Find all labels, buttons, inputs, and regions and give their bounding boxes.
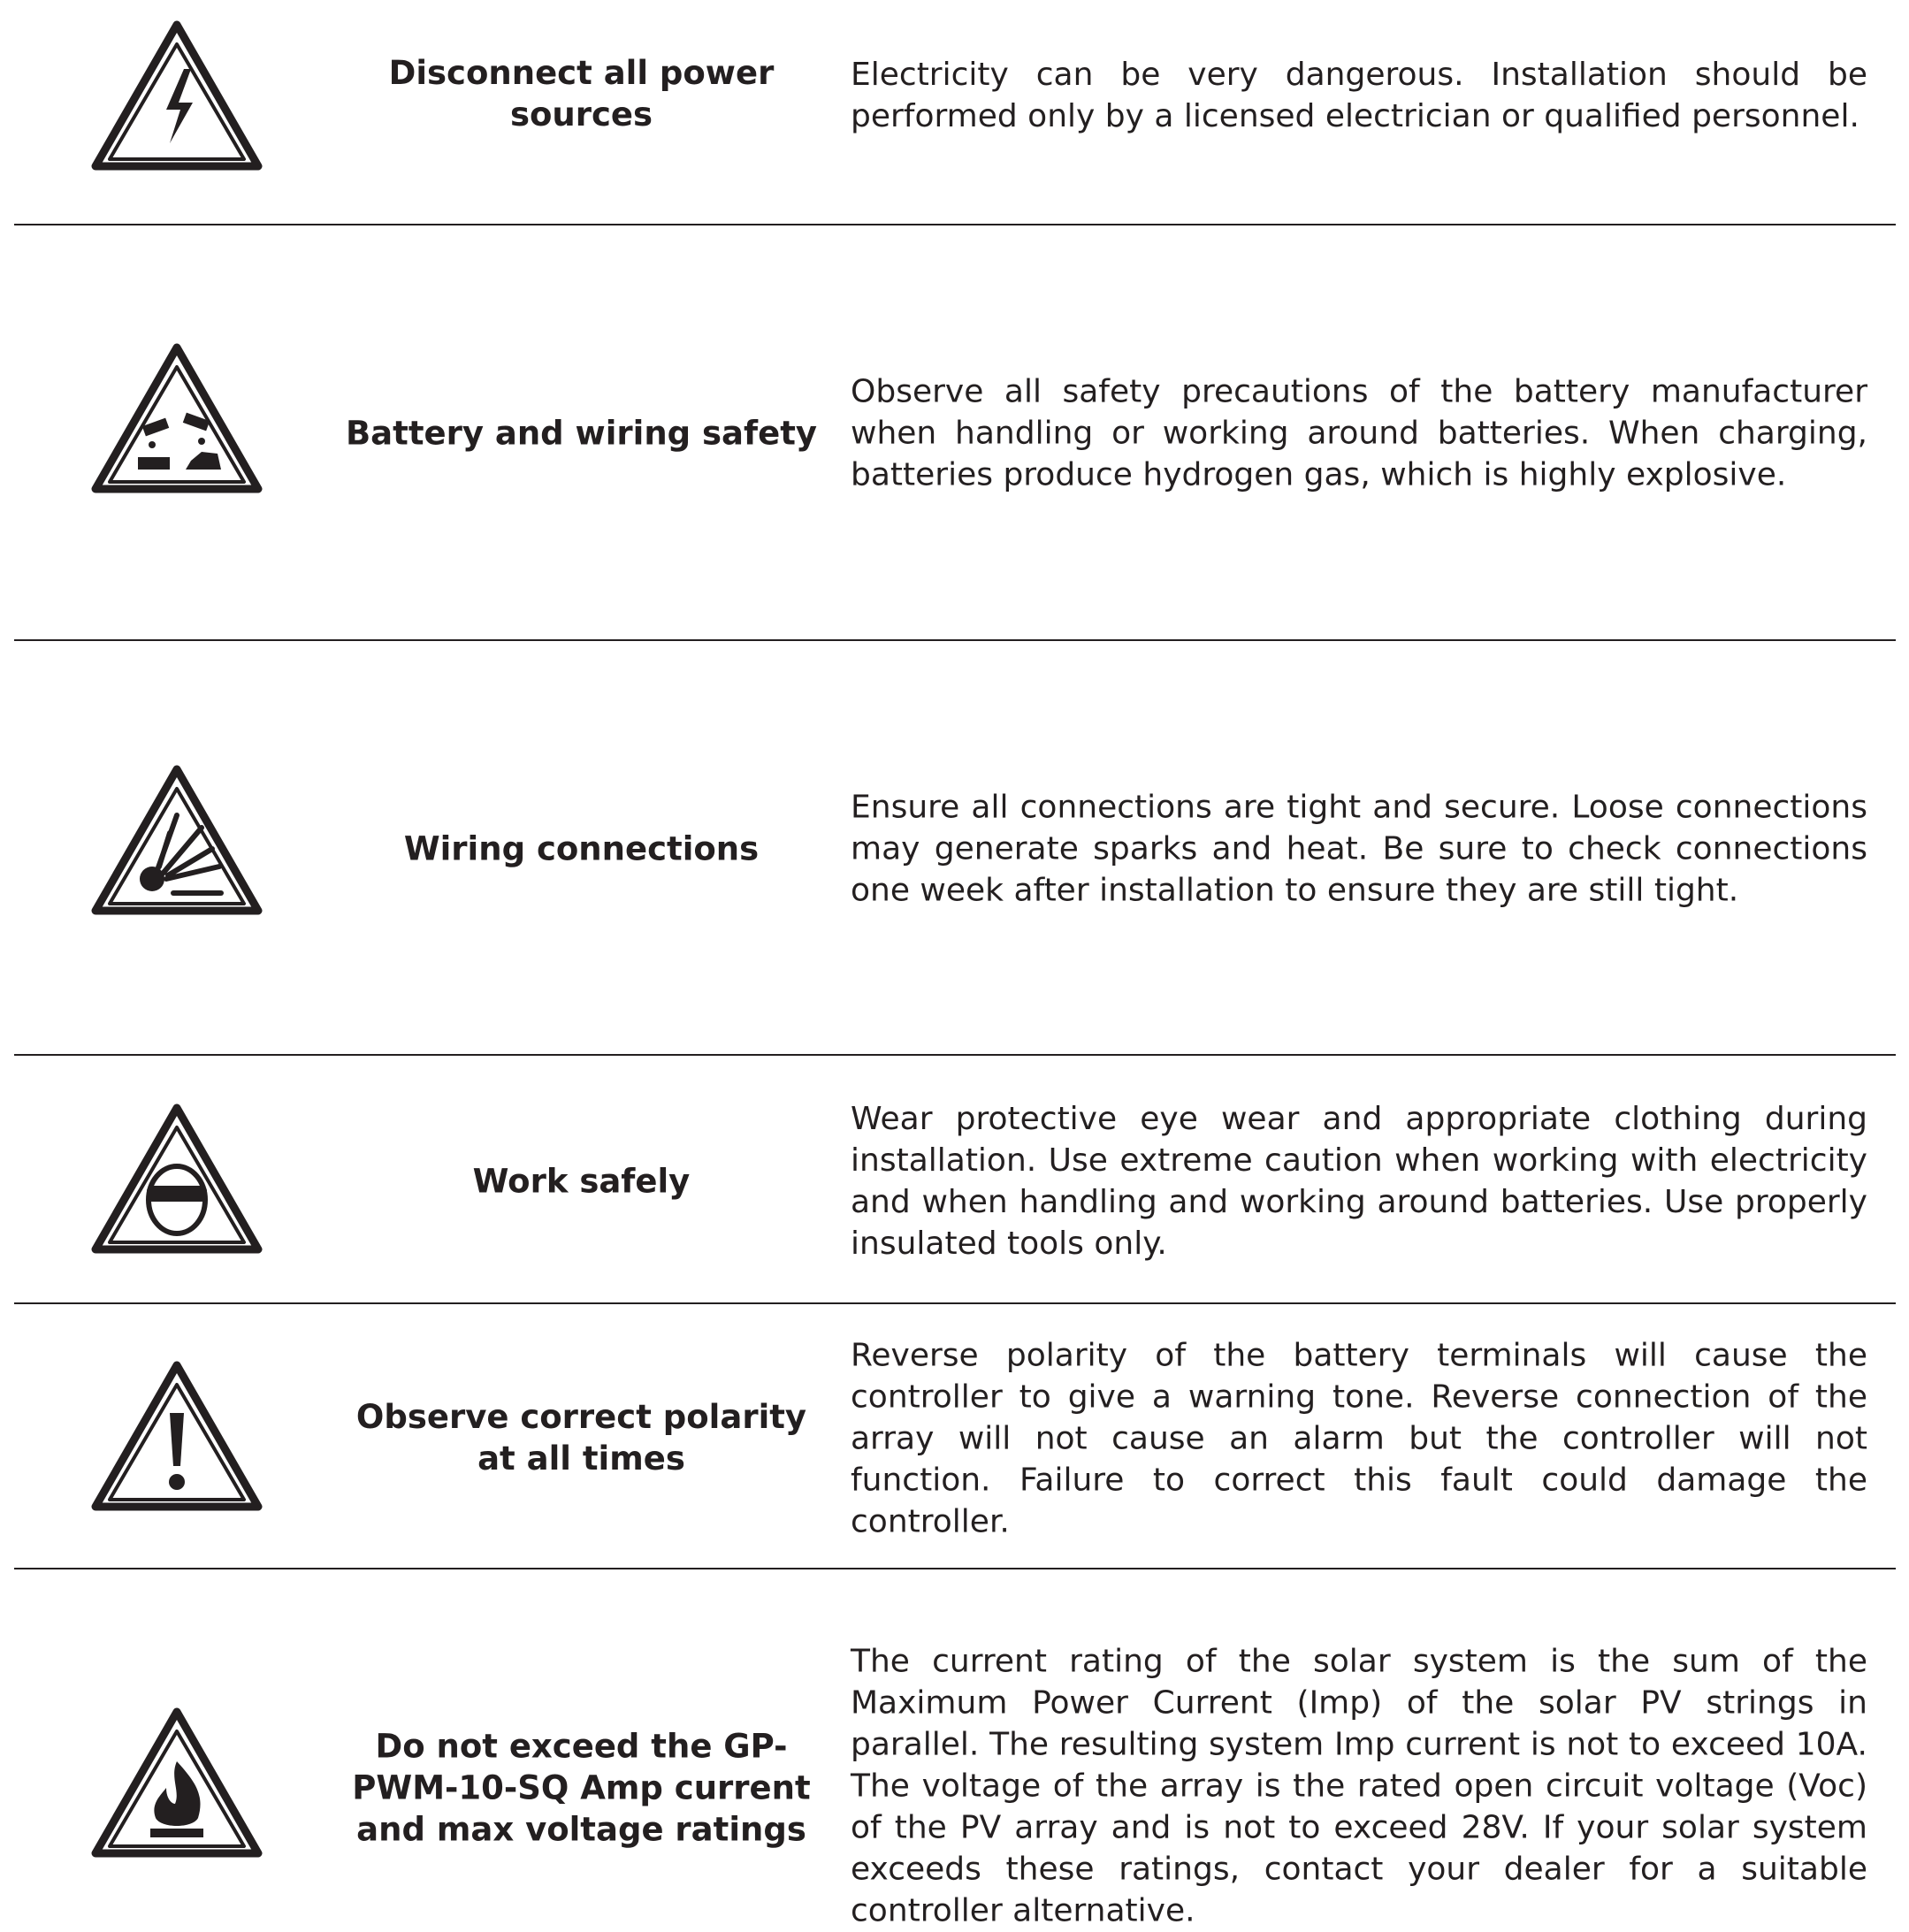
row-description: Observe all safety precautions of the battery manufacturer when handling or working around batteries. When charging, batteries produce hydrogen gas, which is highly explosive. bbox=[851, 373, 1867, 493]
fire-hazard-icon bbox=[88, 1705, 265, 1864]
row-title: Wiring connections bbox=[403, 829, 760, 868]
divider bbox=[14, 1568, 1896, 1569]
divider bbox=[14, 1302, 1896, 1304]
eye-protection-warning-icon bbox=[88, 1101, 265, 1260]
corrosive-hazard-icon bbox=[88, 340, 265, 500]
row-description: Reverse polarity of the battery terminals will cause the controller to give a warning tone. Reverse connection of the array will not cause an alarm but the controller will not function. Failure to correct this fault could damage the controller. bbox=[851, 1337, 1867, 1540]
row-title: Battery and wiring safety bbox=[345, 414, 818, 453]
row-description: Ensure all connections are tight and secure. Loose connections may generate sparks and heat. Be sure to check connections one week after installation to ensure they are still tight. bbox=[851, 789, 1867, 909]
row-title: Work safely bbox=[472, 1162, 691, 1201]
row-title: Observe correct polarity at all times bbox=[355, 1398, 807, 1478]
divider bbox=[14, 1054, 1896, 1056]
exclamation-warning-icon bbox=[88, 1358, 265, 1517]
row-description: Wear protective eye wear and appropriate clothing during installation. Use extreme caution when working with electricity and when handling and working around batteries. Use properly insulated tools only. bbox=[851, 1101, 1867, 1262]
explosive-hazard-icon bbox=[88, 762, 265, 921]
divider bbox=[14, 639, 1896, 641]
row-title: Disconnect all power sources bbox=[388, 54, 775, 134]
divider bbox=[14, 224, 1896, 225]
row-description: The current rating of the solar system is the sum of the Maximum Power Current (Imp) of the solar PV strings in parallel. The resulting system Imp current is not to exceed 10A. The voltage of the array is the rated open circuit voltage (Voc) of the PV array and is not to exceed 28V. If your solar system exceeds these ratings, contact your dealer for a suitable controller alternative. bbox=[851, 1643, 1867, 1929]
electric-shock-warning-icon bbox=[88, 18, 265, 177]
row-description: Electricity can be very dangerous. Installation should be performed only by a licensed electrician or qualified personnel. bbox=[851, 57, 1867, 134]
row-title: Do not exceed the GP-PWM-10-SQ Amp current and max voltage ratings bbox=[352, 1727, 811, 1849]
